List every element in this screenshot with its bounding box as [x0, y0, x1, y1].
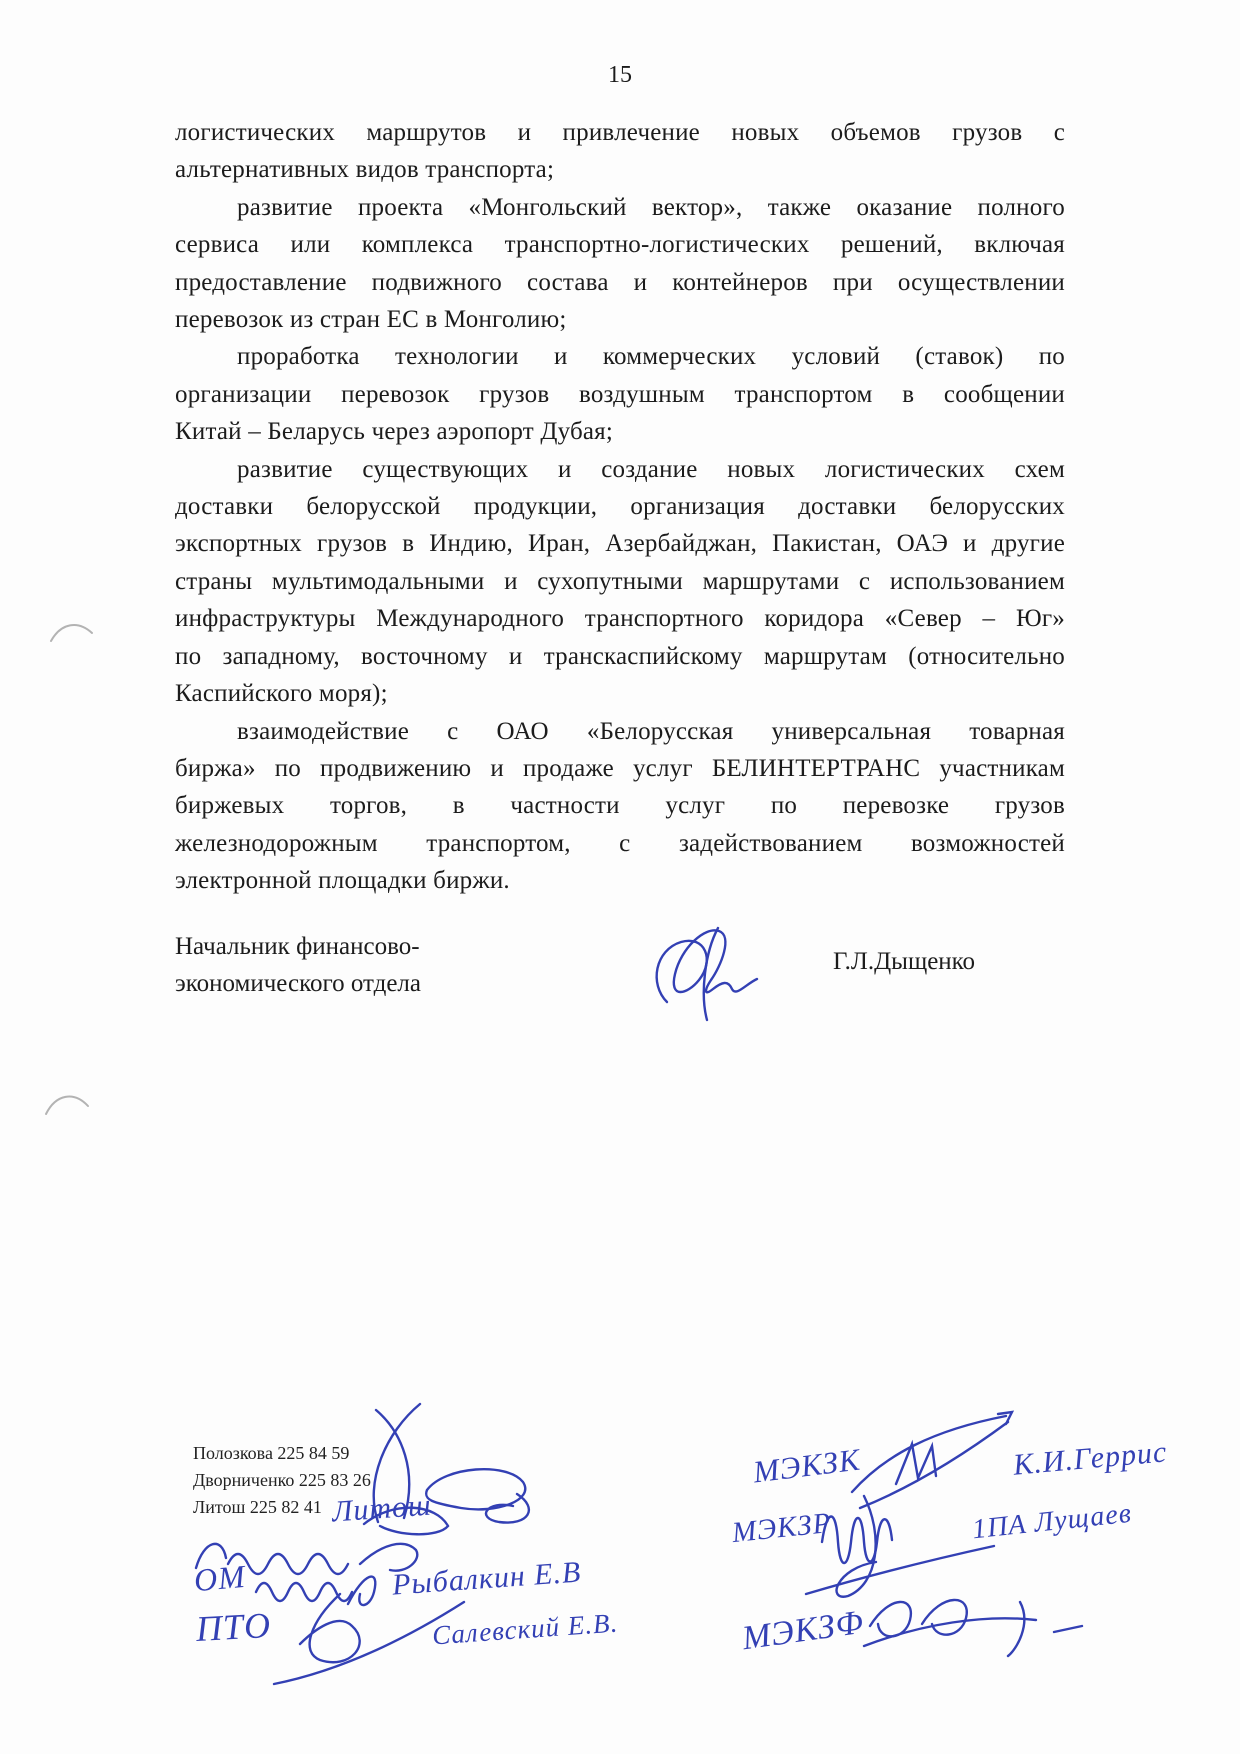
signature-title [175, 928, 421, 1002]
handwritten-rybalkin: Рыбалкин Е.В [391, 1555, 583, 1602]
handwritten-gerris: К.И.Геррис [1011, 1435, 1169, 1482]
contact-line: Дворниченко 225 83 26 [193, 1470, 371, 1490]
scribble-signature-icon [858, 1580, 1148, 1690]
handwritten-pto: ПТО [195, 1605, 273, 1649]
dyshchenko-signature-icon [645, 922, 780, 1027]
text-line: логистических маршрутов и привлечение новых объемов грузов с [175, 119, 1065, 146]
text-line: взаимодействие с ОАО «Белорусская универсальная товарная [237, 717, 1065, 745]
text-line: проработка технологии и коммерческих условий (ставок) по [237, 343, 1065, 371]
text-line: Китай – Беларусь через аэропорт Дубая; [175, 418, 614, 446]
handwritten-litosh: Литош [330, 1488, 433, 1529]
handwritten-mekzk: МЭКЗК [751, 1441, 863, 1490]
text-line: предоставление подвижного состава и контейнеров при осуществлении [175, 268, 1065, 296]
text-line: развитие проекта «Монгольский вектор», также оказание полного [237, 193, 1065, 221]
text-line: Каспийского моря); [175, 680, 388, 708]
text-line: биржа» по продвижению и продаже услуг БЕЛИНТЕРТРАНС участникам [175, 754, 1065, 782]
text-line: по западному, восточному и транскаспийскому маршрутам (относительно [175, 642, 1065, 670]
pencil-mark-icon [42, 1086, 94, 1120]
text-line: биржевых торгов, в частности услуг по перевозке грузов [175, 792, 1065, 820]
signature-title-line: экономического отдела [175, 970, 422, 997]
handwritten-mekzf: МЭКЗФ [739, 1603, 867, 1658]
text-line: организации перевозок грузов воздушным транспортом в сообщении [175, 380, 1065, 408]
page-number: 15 [608, 62, 632, 88]
contact-line: Полозкова 225 84 59 [193, 1443, 350, 1463]
text-line: страны мультимодальными и сухопутными маршрутами с использованием [175, 567, 1065, 595]
text-line: инфраструктуры Международного транспортного коридора «Север – Юг» [175, 605, 1065, 633]
handwritten-mekzr: МЭКЗР [730, 1506, 833, 1550]
handwritten-salevsky: Салевский Е.В. [431, 1607, 620, 1651]
text-line: экспортных грузов в Индию, Иран, Азербайджан, Пакистан, ОАЭ и другие [175, 530, 1065, 558]
handwritten-om: ОМ [192, 1557, 248, 1599]
text-line: перевозок из стран ЕС в Монголию; [175, 306, 567, 334]
paragraph [175, 451, 1065, 713]
paragraph [175, 338, 1065, 450]
contact-line: Литош 225 82 41 [193, 1497, 322, 1517]
paragraph [175, 713, 1065, 900]
body-text [175, 114, 1065, 900]
paragraph [175, 189, 1065, 339]
text-line: развитие существующих и создание новых логистических схем [237, 455, 1065, 483]
oval-signature-icon [415, 1458, 565, 1530]
text-line: железнодорожным транспортом, с задействованием возможностей [175, 829, 1065, 857]
text-line: альтернативных видов транспорта; [175, 156, 555, 184]
signatory-name: Г.Л.Дыщенко [833, 948, 976, 975]
text-line: электронной площадки биржи. [175, 867, 510, 895]
pencil-mark-icon [48, 615, 98, 647]
handwritten-lushchaev: 1ПА Лущаев [970, 1497, 1134, 1546]
signature-title-line: Начальник финансово- [175, 933, 420, 960]
text-line: сервиса или комплекса транспортно-логистических решений, включая [175, 231, 1065, 259]
paragraph [175, 114, 1065, 189]
text-line: доставки белорусской продукции, организация доставки белорусских [175, 493, 1065, 521]
